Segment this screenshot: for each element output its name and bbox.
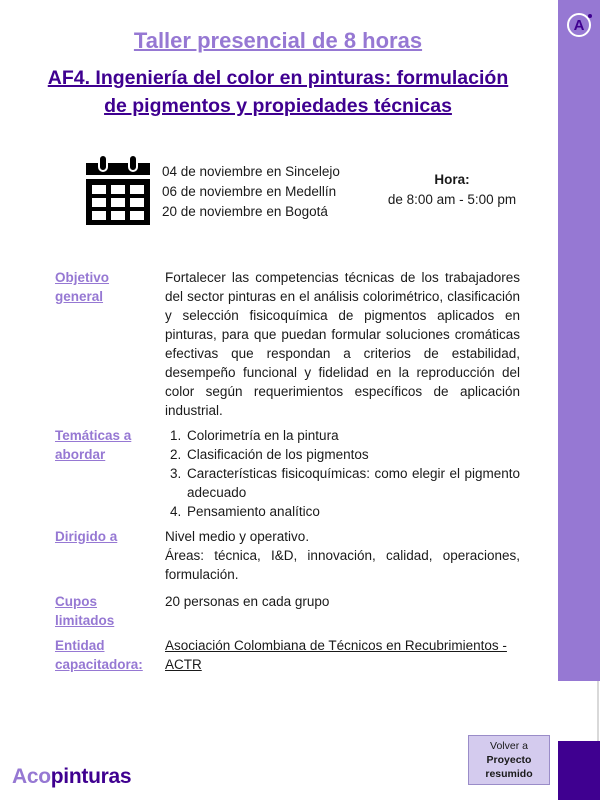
entidad-label[interactable]: Entidad capacitadora: [55, 638, 143, 672]
back-button-line-3: resumido [485, 768, 533, 780]
date-item: 20 de noviembre en Bogotá [162, 204, 328, 219]
objetivo-text: Fortalecer las competencias técnicas de los trabajadores del sector pinturas en el análisis colorimétrico, clasificación y selección fisicoquímica de pigmentos aplicados en pinturas, para que puedan formular soluciones cromáticas efectivas que respondan a criterios de estabilidad, desempeño funcional y fidelidad en la reproducción del color según requerimientos específicos de aplicación industrial. [165, 270, 520, 418]
sidebar-band [558, 0, 600, 681]
dirigido-line-2: Áreas: técnica, I&D, innovación, calidad, operaciones, formulación. [165, 548, 520, 582]
calendar-icon [86, 155, 150, 225]
brand-part-pinturas: pinturas [50, 765, 132, 788]
brand-logo [12, 765, 131, 789]
back-button-line-1: Volver a [490, 740, 528, 752]
dirigido-text [165, 527, 520, 584]
page-title [0, 28, 556, 54]
sidebar-divider [597, 681, 599, 741]
schedule-time [378, 170, 526, 210]
cupos-label[interactable]: Cupos limitados [55, 594, 115, 628]
title-text: Taller presencial de 8 horas [133, 28, 423, 53]
course-title-line-1: AF4. Ingeniería del color en pinturas: formulación [47, 67, 509, 89]
tematicas-label[interactable]: Temáticas a abordar [55, 428, 132, 462]
tematicas-list [165, 426, 520, 521]
brand-part-aco: Aco [12, 765, 51, 788]
objetivo-label[interactable]: Objetivo general [55, 270, 110, 304]
dates-list [162, 162, 340, 222]
back-to-summary-button[interactable] [468, 735, 550, 785]
date-item: 04 de noviembre en Sincelejo [162, 164, 340, 179]
entidad-link[interactable]: Asociación Colombiana de Técnicos en Recubrimientos - ACTR [165, 638, 507, 672]
topic-item: 3. Características fisicoquímicas: como elegir el pigmento adecuado [185, 464, 520, 502]
course-title-line-2: de pigmentos y propiedades técnicas [104, 95, 452, 117]
dirigido-line-1: Nivel medio y operativo. [165, 529, 310, 544]
topic-item: 2. Clasificación de los pigmentos [185, 445, 520, 464]
course-title [0, 64, 556, 120]
logo-dot [588, 14, 592, 18]
dirigido-label[interactable]: Dirigido a [55, 529, 118, 544]
back-button-line-2: Proyecto [486, 754, 532, 766]
time-value: de 8:00 am - 5:00 pm [387, 192, 517, 207]
cupos-text: 20 personas en cada grupo [165, 594, 330, 609]
topic-item: 4. Pensamiento analítico [185, 502, 520, 521]
sidebar-footer-block [558, 741, 600, 800]
topic-item: 1. Colorimetría en la pintura [185, 426, 520, 445]
time-label: Hora: [434, 172, 470, 187]
date-item: 06 de noviembre en Medellín [162, 184, 337, 199]
logo-letter: A [573, 16, 585, 34]
